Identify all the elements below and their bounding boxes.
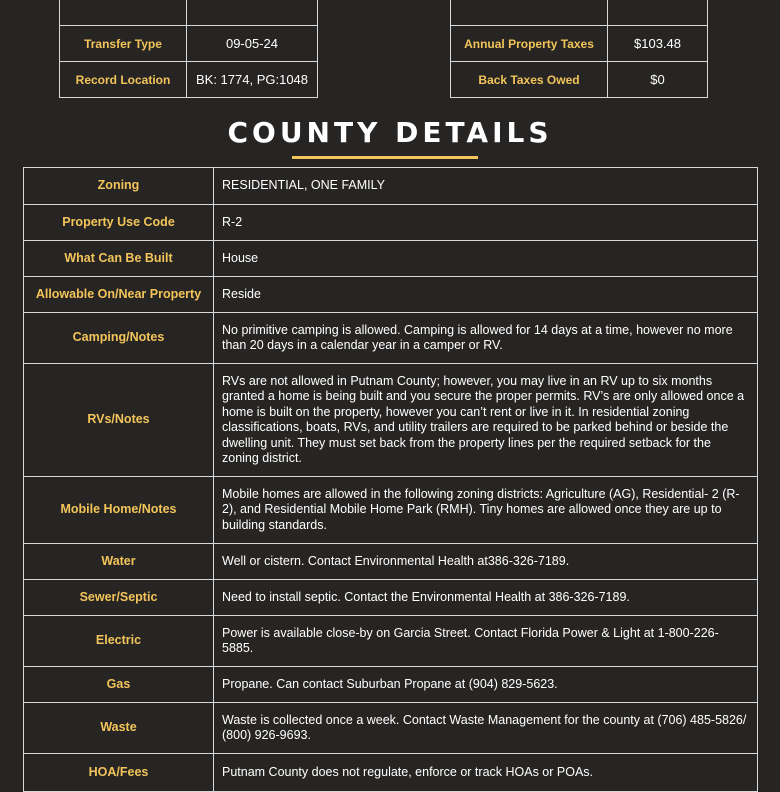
table-row	[451, 62, 708, 98]
detail-value: R-2	[214, 205, 758, 241]
detail-label: Electric	[24, 616, 214, 667]
row-value	[187, 0, 318, 26]
detail-value: Power is available close-by on Garcia Street. Contact Florida Power & Light at 1-800-226-5885.	[214, 616, 758, 667]
table-row	[451, 26, 708, 62]
detail-label: Mobile Home/Notes	[24, 477, 214, 544]
row-label	[451, 0, 608, 26]
table-row	[24, 754, 758, 792]
transfer-type-value: 09-05-24	[187, 26, 318, 62]
detail-value: Putnam County does not regulate, enforce or track HOAs or POAs.	[214, 754, 758, 792]
table-row	[60, 0, 318, 26]
back-taxes-owed-label: Back Taxes Owed	[451, 62, 608, 98]
detail-value: RVs are not allowed in Putnam County; however, you may live in an RV up to six months granted a home is being built and you secure the proper permits. RV’s are only allowed once a home is built on the property, however you can’t rent or live in it. In residential zoning classifications, boats, RVs, and utility trailers are required to be parked behind or beside the dwelling unit. They must set back from the property lines per the required setback for the zoning district.	[214, 364, 758, 477]
table-row	[24, 364, 758, 477]
detail-value: RESIDENTIAL, ONE FAMILY	[214, 168, 758, 205]
detail-value: House	[214, 241, 758, 277]
table-row	[451, 0, 708, 26]
table-row	[24, 477, 758, 544]
detail-value: Need to install septic. Contact the Environmental Health at 386-326-7189.	[214, 580, 758, 616]
detail-label: RVs/Notes	[24, 364, 214, 477]
detail-label: HOA/Fees	[24, 754, 214, 792]
annual-property-taxes-label: Annual Property Taxes	[451, 26, 608, 62]
table-row	[24, 168, 758, 205]
record-location-label: Record Location	[60, 62, 187, 98]
detail-label: Property Use Code	[24, 205, 214, 241]
table-row	[24, 544, 758, 580]
table-row	[24, 580, 758, 616]
detail-label: What Can Be Built	[24, 241, 214, 277]
table-row	[60, 26, 318, 62]
table-row	[24, 616, 758, 667]
detail-label: Water	[24, 544, 214, 580]
row-label	[60, 0, 187, 26]
transfer-info-table	[59, 0, 318, 98]
record-location-value: BK: 1774, PG:1048	[187, 62, 318, 98]
table-row	[60, 62, 318, 98]
detail-value: No primitive camping is allowed. Camping is allowed for 14 days at a time, however no more than 20 days in a calendar year in a camper or RV.	[214, 313, 758, 364]
detail-label: Waste	[24, 703, 214, 754]
detail-label: Zoning	[24, 168, 214, 205]
detail-label: Gas	[24, 667, 214, 703]
detail-value: Waste is collected once a week. Contact Waste Management for the county at (706) 485-5826/ (800) 926-9693.	[214, 703, 758, 754]
detail-label: Allowable On/Near Property	[24, 277, 214, 313]
title-underline	[292, 156, 478, 159]
table-row	[24, 205, 758, 241]
detail-value: Well or cistern. Contact Environmental Health at386-326-7189.	[214, 544, 758, 580]
county-details-table	[23, 167, 758, 792]
table-row	[24, 277, 758, 313]
tax-info-table	[450, 0, 708, 98]
row-value	[608, 0, 708, 26]
back-taxes-owed-value: $0	[608, 62, 708, 98]
section-title: COUNTY DETAILS	[227, 116, 553, 149]
table-row	[24, 313, 758, 364]
table-row	[24, 703, 758, 754]
annual-property-taxes-value: $103.48	[608, 26, 708, 62]
table-row	[24, 241, 758, 277]
detail-value: Reside	[214, 277, 758, 313]
detail-label: Camping/Notes	[24, 313, 214, 364]
table-row	[24, 667, 758, 703]
transfer-type-label: Transfer Type	[60, 26, 187, 62]
detail-value: Mobile homes are allowed in the following zoning districts: Agriculture (AG), Residential- 2 (R-2), and Residential Mobile Home Park (RMH). Tiny homes are allowed once they are up to building standards.	[214, 477, 758, 544]
detail-label: Sewer/Septic	[24, 580, 214, 616]
detail-value: Propane. Can contact Suburban Propane at (904) 829-5623.	[214, 667, 758, 703]
